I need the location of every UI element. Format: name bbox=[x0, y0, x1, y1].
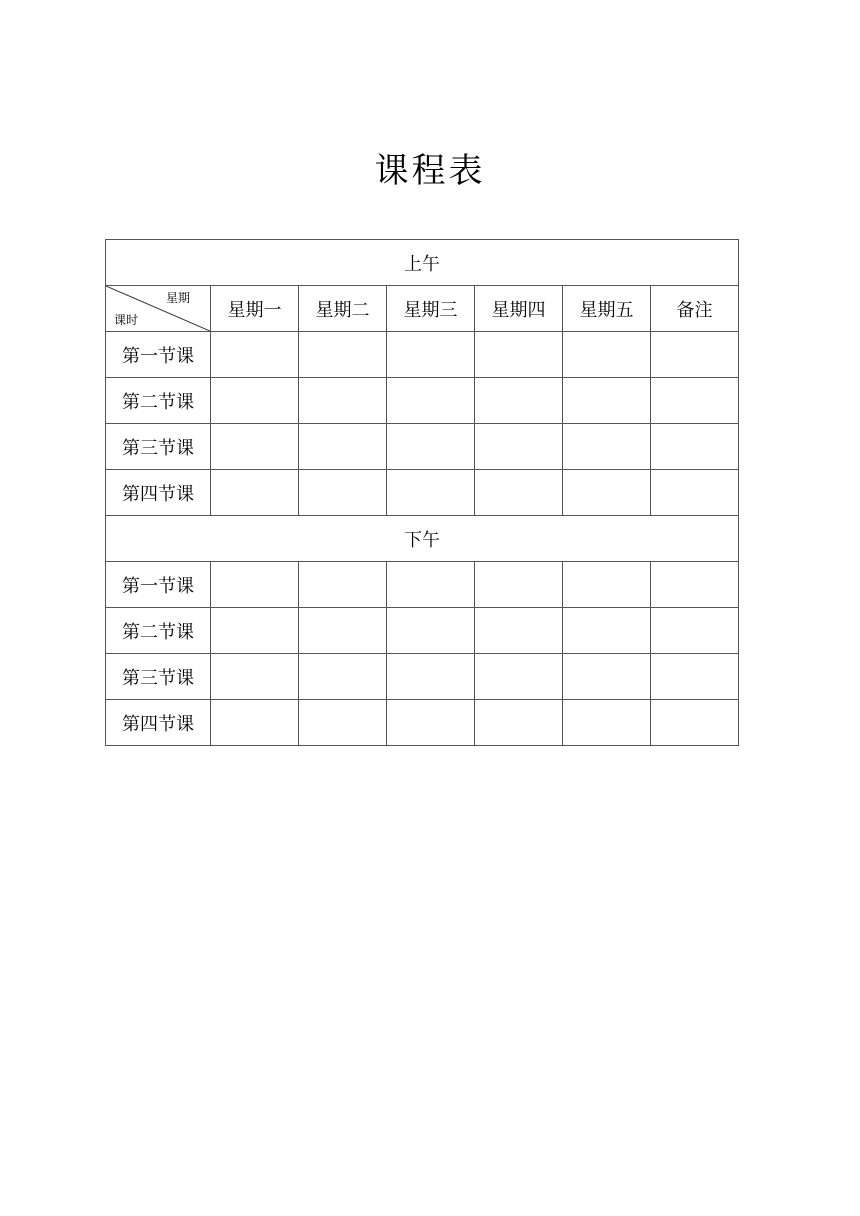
schedule-cell[interactable] bbox=[387, 562, 475, 608]
schedule-cell[interactable] bbox=[299, 608, 387, 654]
afternoon-section-label: 下午 bbox=[106, 516, 739, 562]
table-row bbox=[106, 654, 739, 700]
corner-period-label: 课时 bbox=[114, 313, 139, 327]
schedule-cell[interactable] bbox=[211, 424, 299, 470]
table-row bbox=[106, 700, 739, 746]
schedule-cell[interactable] bbox=[563, 608, 651, 654]
schedule-cell[interactable] bbox=[475, 654, 563, 700]
schedule-cell[interactable] bbox=[299, 654, 387, 700]
afternoon-period-label: 第二节课 bbox=[106, 608, 211, 654]
notes-cell[interactable] bbox=[651, 470, 739, 516]
schedule-cell[interactable] bbox=[299, 700, 387, 746]
schedule-cell[interactable] bbox=[387, 700, 475, 746]
schedule-cell[interactable] bbox=[475, 608, 563, 654]
schedule-cell[interactable] bbox=[211, 700, 299, 746]
table-row bbox=[106, 424, 739, 470]
schedule-cell[interactable] bbox=[475, 378, 563, 424]
afternoon-header-row bbox=[106, 516, 739, 562]
schedule-cell[interactable] bbox=[563, 332, 651, 378]
morning-period-label: 第二节课 bbox=[106, 378, 211, 424]
schedule-cell[interactable] bbox=[387, 378, 475, 424]
day-header-wednesday: 星期三 bbox=[387, 286, 475, 332]
schedule-cell[interactable] bbox=[299, 424, 387, 470]
schedule-cell[interactable] bbox=[299, 562, 387, 608]
schedule-cell[interactable] bbox=[563, 654, 651, 700]
schedule-cell[interactable] bbox=[211, 332, 299, 378]
schedule-cell[interactable] bbox=[299, 332, 387, 378]
day-header-monday: 星期一 bbox=[211, 286, 299, 332]
notes-cell[interactable] bbox=[651, 700, 739, 746]
corner-weekday-label: 星期 bbox=[165, 291, 190, 305]
morning-period-label: 第四节课 bbox=[106, 470, 211, 516]
schedule-cell[interactable] bbox=[387, 654, 475, 700]
day-header-notes: 备注 bbox=[651, 286, 739, 332]
schedule-cell[interactable] bbox=[211, 562, 299, 608]
corner-header-cell bbox=[106, 286, 211, 332]
schedule-table bbox=[105, 239, 739, 746]
afternoon-period-label: 第三节课 bbox=[106, 654, 211, 700]
notes-cell[interactable] bbox=[651, 332, 739, 378]
table-row bbox=[106, 562, 739, 608]
schedule-cell[interactable] bbox=[211, 608, 299, 654]
schedule-cell[interactable] bbox=[299, 470, 387, 516]
afternoon-period-label: 第一节课 bbox=[106, 562, 211, 608]
schedule-cell[interactable] bbox=[563, 424, 651, 470]
schedule-cell[interactable] bbox=[387, 608, 475, 654]
morning-period-label: 第一节课 bbox=[106, 332, 211, 378]
schedule-cell[interactable] bbox=[475, 470, 563, 516]
schedule-cell[interactable] bbox=[475, 562, 563, 608]
morning-section-label: 上午 bbox=[106, 240, 739, 286]
day-header-friday: 星期五 bbox=[563, 286, 651, 332]
notes-cell[interactable] bbox=[651, 424, 739, 470]
day-header-thursday: 星期四 bbox=[475, 286, 563, 332]
schedule-cell[interactable] bbox=[211, 378, 299, 424]
notes-cell[interactable] bbox=[651, 562, 739, 608]
schedule-cell[interactable] bbox=[387, 332, 475, 378]
schedule-cell[interactable] bbox=[563, 470, 651, 516]
day-header-tuesday: 星期二 bbox=[299, 286, 387, 332]
schedule-cell[interactable] bbox=[475, 424, 563, 470]
schedule-cell[interactable] bbox=[563, 378, 651, 424]
table-row bbox=[106, 332, 739, 378]
schedule-cell[interactable] bbox=[299, 378, 387, 424]
table-row bbox=[106, 608, 739, 654]
table-row bbox=[106, 378, 739, 424]
notes-cell[interactable] bbox=[651, 608, 739, 654]
table-row bbox=[106, 470, 739, 516]
schedule-cell[interactable] bbox=[475, 332, 563, 378]
afternoon-period-label: 第四节课 bbox=[106, 700, 211, 746]
day-header-row bbox=[106, 286, 739, 332]
page-title: 课程表 bbox=[374, 151, 486, 191]
schedule-cell[interactable] bbox=[563, 562, 651, 608]
schedule-cell[interactable] bbox=[387, 424, 475, 470]
morning-header-row bbox=[106, 240, 739, 286]
schedule-cell[interactable] bbox=[475, 700, 563, 746]
schedule-cell[interactable] bbox=[387, 470, 475, 516]
notes-cell[interactable] bbox=[651, 378, 739, 424]
schedule-cell[interactable] bbox=[211, 470, 299, 516]
schedule-cell[interactable] bbox=[563, 700, 651, 746]
schedule-cell[interactable] bbox=[211, 654, 299, 700]
notes-cell[interactable] bbox=[651, 654, 739, 700]
morning-period-label: 第三节课 bbox=[106, 424, 211, 470]
